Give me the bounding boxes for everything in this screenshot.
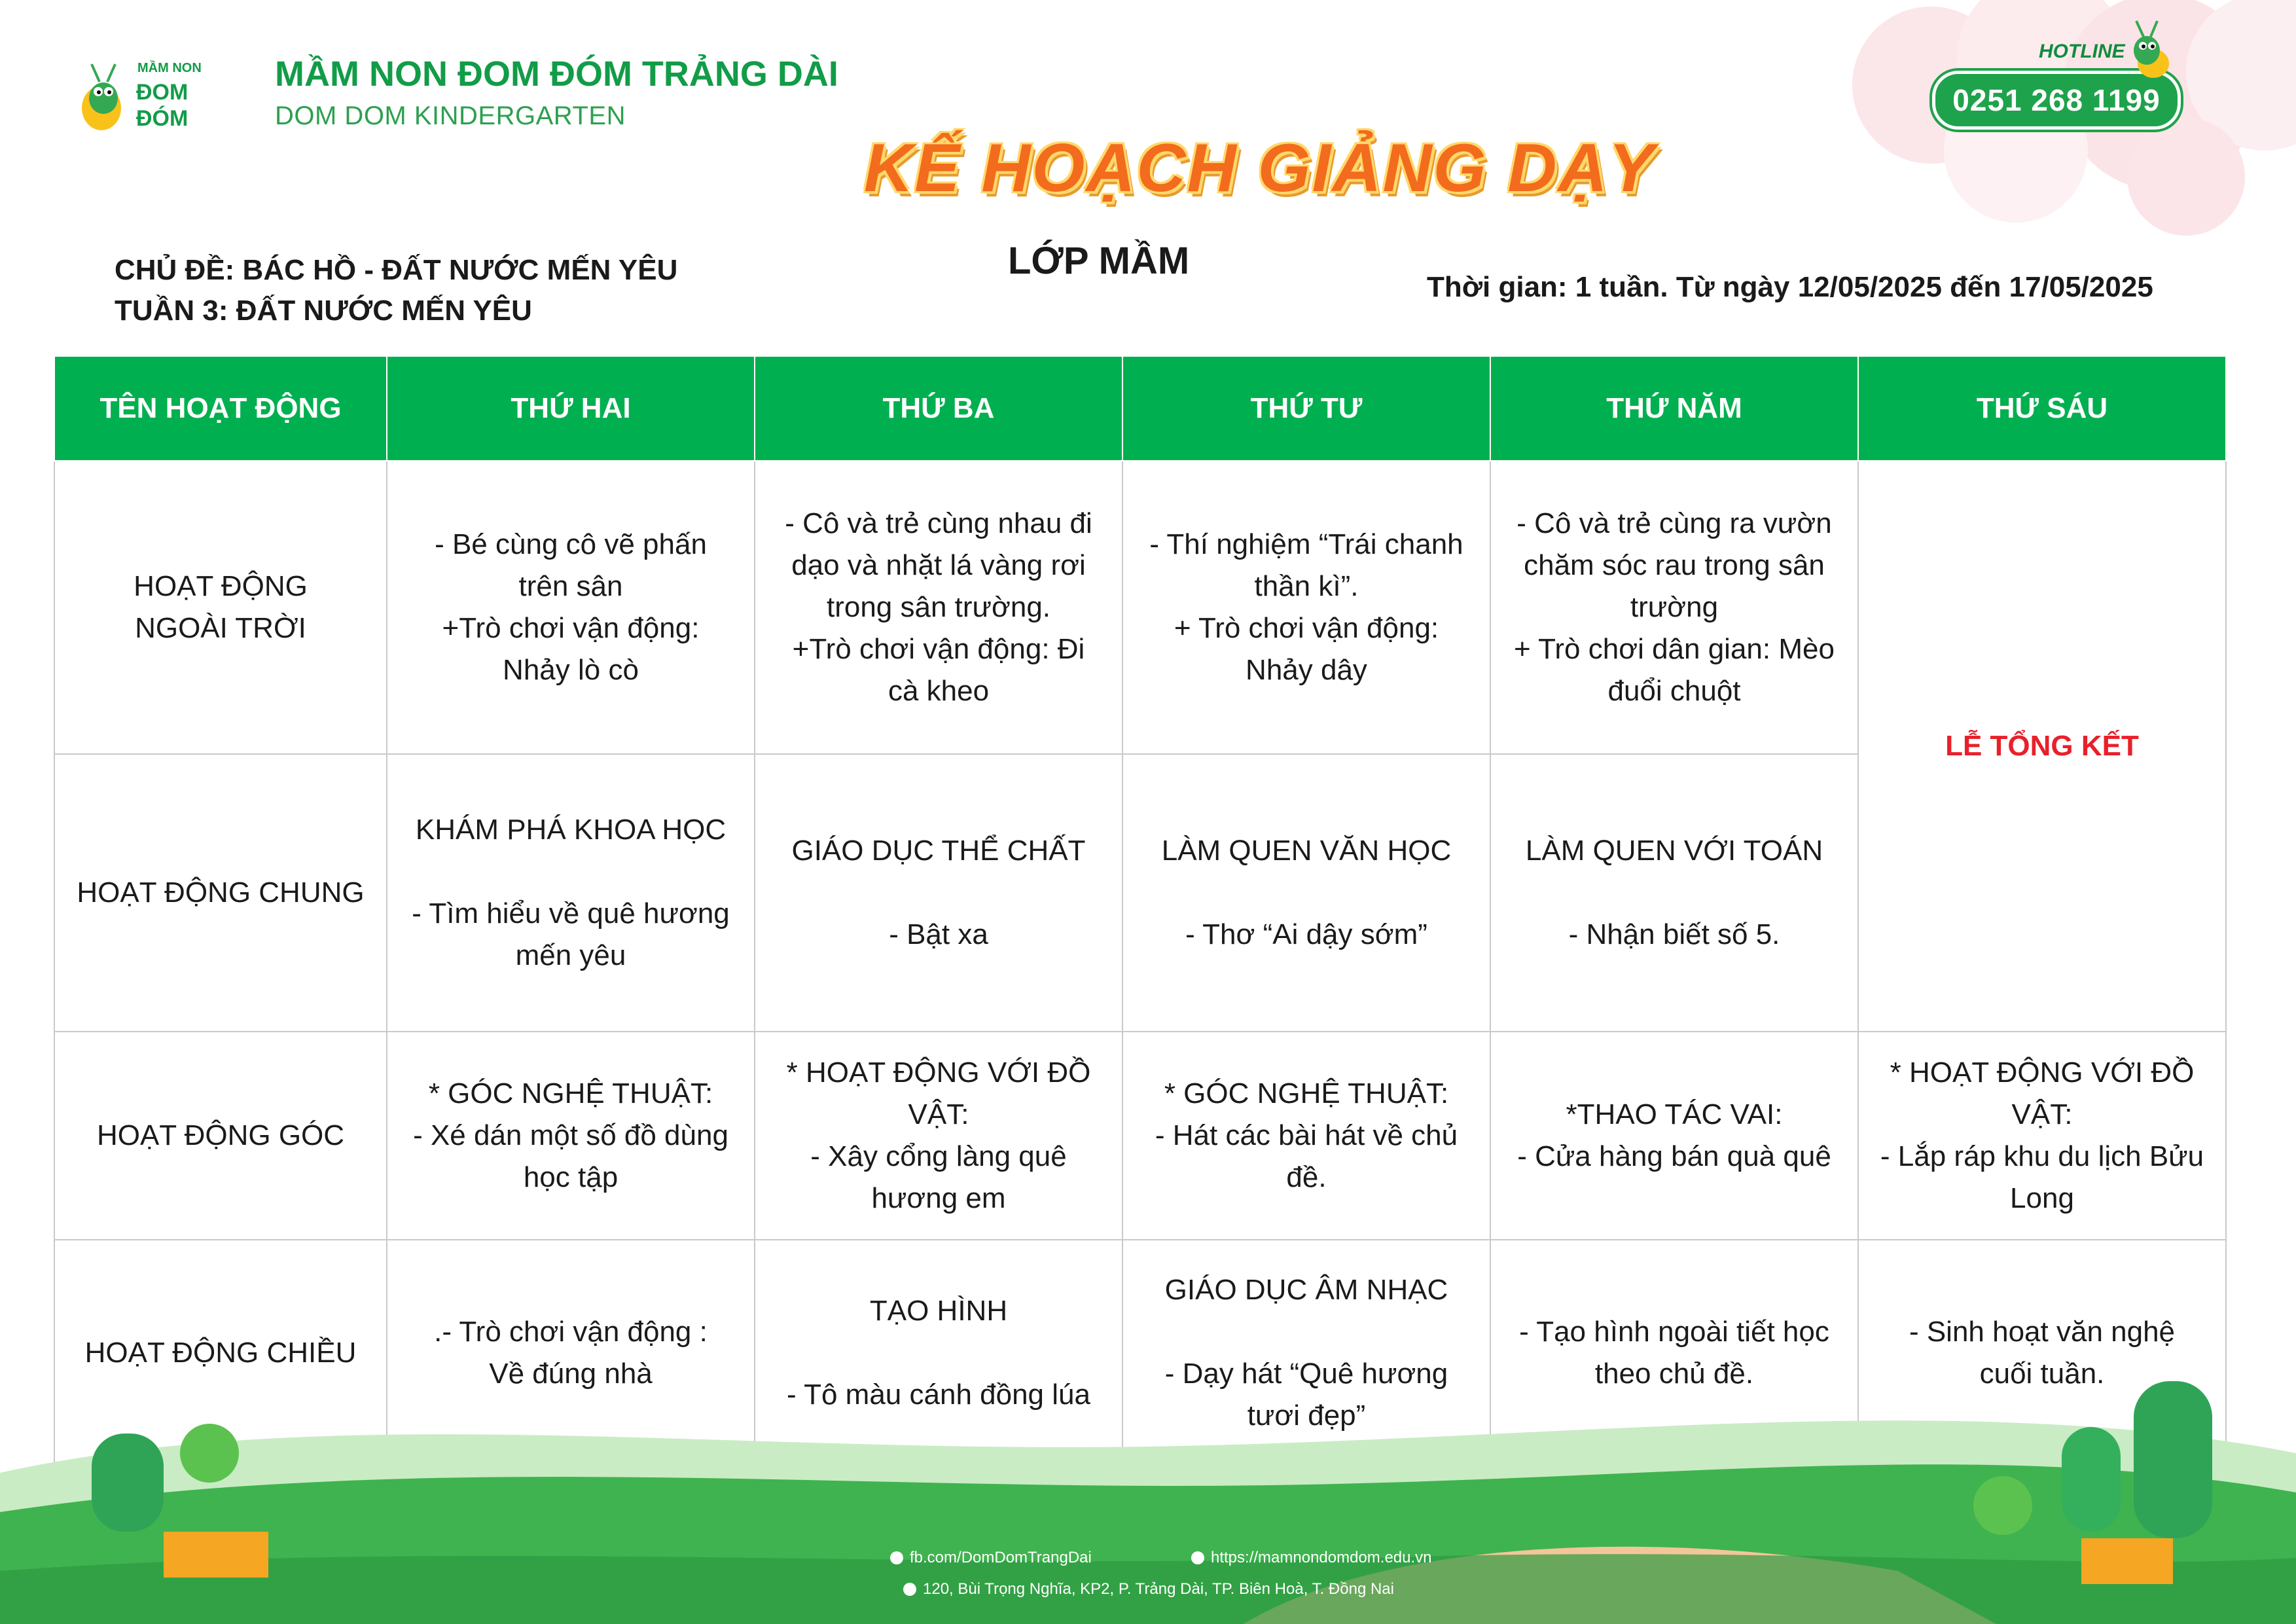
header-monday: THỨ HAI xyxy=(387,357,755,461)
facebook-icon xyxy=(890,1551,903,1564)
cell-monday: * GÓC NGHỆ THUẬT: - Xé dán một số đồ dùng học tập xyxy=(387,1032,755,1240)
svg-text:ĐOM: ĐOM xyxy=(136,80,188,105)
cell-thursday: - Cô và trẻ cùng ra vườn chăm sóc rau trong sân trường + Trò chơi dân gian: Mèo đuổi chuột xyxy=(1490,461,1858,754)
logo-firefly xyxy=(72,52,223,137)
header-tuesday: THỨ BA xyxy=(755,357,1122,461)
cell-thursday: LÀM QUEN VỚI TOÁN - Nhận biết số 5. xyxy=(1490,754,1858,1032)
footer-address xyxy=(903,1580,1394,1598)
brand-title: MẦM NON ĐOM ĐÓM TRẢNG DÀI xyxy=(275,54,838,94)
header-wednesday: THỨ TƯ xyxy=(1122,357,1490,461)
class-name: LỚP MẦM xyxy=(1008,240,1190,282)
activity-name: HOẠT ĐỘNG NGOÀI TRỜI xyxy=(54,461,387,754)
theme-text: CHỦ ĐỀ: BÁC HỒ - ĐẤT NƯỚC MẾN YÊU xyxy=(115,254,678,286)
cell-thursday: *THAO TÁC VAI: - Cửa hàng bán quà quê xyxy=(1490,1032,1858,1240)
firefly-mascot-icon xyxy=(2114,14,2186,86)
location-icon xyxy=(903,1583,916,1596)
hotline-number[interactable]: 0251 268 1199 xyxy=(1932,71,2181,130)
plan-title: KẾ HOẠCH GIẢNG DẠY xyxy=(864,130,1655,206)
footer-website-text: https://mamnondomdom.edu.vn xyxy=(1211,1549,1432,1566)
cell-tuesday: TẠO HÌNH - Tô màu cánh đồng lúa xyxy=(755,1240,1122,1466)
cell-monday: - Bé cùng cô vẽ phấn trên sân +Trò chơi vận động: Nhảy lò cò xyxy=(387,461,755,754)
cell-monday: KHÁM PHÁ KHOA HỌC - Tìm hiểu về quê hương mến yêu xyxy=(387,754,755,1032)
cell-tuesday: - Cô và trẻ cùng nhau đi dạo và nhặt lá vàng rơi trong sân trường. +Trò chơi vận động: Đi cà kheo xyxy=(755,461,1122,754)
footer-address-text: 120, Bùi Trọng Nghĩa, KP2, P. Trảng Dài, TP. Biên Hoà, T. Đồng Nai xyxy=(923,1580,1394,1598)
footer-website[interactable] xyxy=(1191,1549,1432,1567)
cell-wednesday: - Thí nghiệm “Trái chanh thần kì”. + Trò chơi vận động: Nhảy dây xyxy=(1122,461,1490,754)
hotline-label: HOTLINE xyxy=(2039,41,2125,62)
table-row xyxy=(54,1032,2226,1240)
schedule-table xyxy=(54,357,2227,1467)
globe-icon xyxy=(1191,1551,1204,1564)
table-header-row xyxy=(54,357,2226,461)
header-activity: TÊN HOẠT ĐỘNG xyxy=(54,357,387,461)
activity-name: HOẠT ĐỘNG GÓC xyxy=(54,1032,387,1240)
cell-friday-summary: LỄ TỔNG KẾT xyxy=(1858,461,2226,1032)
svg-text:ĐÓM: ĐÓM xyxy=(136,106,188,131)
table-row xyxy=(54,461,2226,754)
time-range: Thời gian: 1 tuần. Từ ngày 12/05/2025 đến 17/05/2025 xyxy=(1427,271,2153,303)
brand-subtitle: DOM DOM KINDERGARTEN xyxy=(275,101,626,130)
svg-text:MẦM NON: MẦM NON xyxy=(137,61,202,75)
cell-friday: - Sinh hoạt văn nghệ cuối tuần. xyxy=(1858,1240,2226,1466)
cell-thursday: - Tạo hình ngoài tiết học theo chủ đề. xyxy=(1490,1240,1858,1466)
header-thursday: THỨ NĂM xyxy=(1490,357,1858,461)
header-friday: THỨ SÁU xyxy=(1858,357,2226,461)
week-text: TUẦN 3: ĐẤT NƯỚC MẾN YÊU xyxy=(115,295,532,327)
cell-tuesday: * HOẠT ĐỘNG VỚI ĐỒ VẬT: - Xây cổng làng quê hương em xyxy=(755,1032,1122,1240)
footer-facebook[interactable] xyxy=(890,1549,1092,1567)
cell-wednesday: GIÁO DỤC ÂM NHẠC - Dạy hát “Quê hương tươi đẹp” xyxy=(1122,1240,1490,1466)
cell-wednesday: * GÓC NGHỆ THUẬT: - Hát các bài hát về chủ đề. xyxy=(1122,1032,1490,1240)
cell-monday: .- Trò chơi vận động : Về đúng nhà xyxy=(387,1240,755,1466)
footer-facebook-text: fb.com/DomDomTrangDai xyxy=(910,1549,1092,1566)
activity-name: HOẠT ĐỘNG CHUNG xyxy=(54,754,387,1032)
cell-tuesday: GIÁO DỤC THỂ CHẤT - Bật xa xyxy=(755,754,1122,1032)
activity-name: HOẠT ĐỘNG CHIỀU xyxy=(54,1240,387,1466)
cell-wednesday: LÀM QUEN VĂN HỌC - Thơ “Ai dậy sớm” xyxy=(1122,754,1490,1032)
cell-friday: * HOẠT ĐỘNG VỚI ĐỒ VẬT: - Lắp ráp khu du lịch Bửu Long xyxy=(1858,1032,2226,1240)
